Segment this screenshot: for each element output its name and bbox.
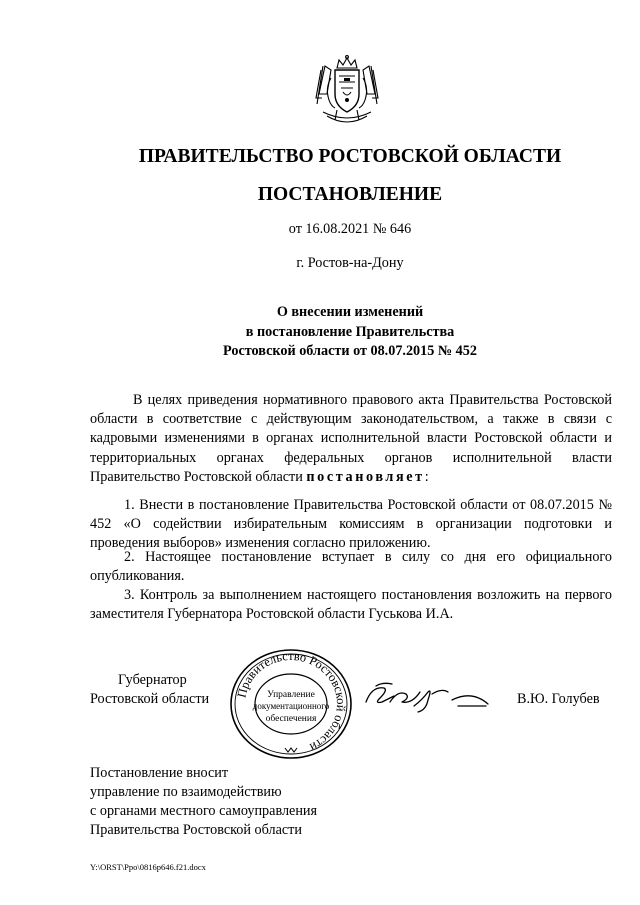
submitted-by-line-1: Постановление вносит [90,765,229,781]
subject-line-1: О внесении изменений [276,304,424,320]
preamble-text: В целях приведения нормативного правового акта Правительства Ростовской области в соответствие с действующим законодательством, а также в связи с кадровыми изменениями в органах исполнительной власти Ростовской области и территориальных органах федеральных органов исполнительной власти Правительство Ростовской области [90,392,612,485]
file-path: Y:\ORST\Ppo\0816p646.f21.docx [90,862,206,872]
submitted-by-line-4: Правительства Ростовской области [90,822,302,838]
signatory-name: В.Ю. Голубев [517,691,600,707]
decree-date-number: от 16.08.2021 № 646 [288,221,412,237]
preamble-paragraph [90,391,612,487]
preamble-end: : [424,468,429,485]
stamp-inner-line-1: Управление [267,690,315,700]
official-stamp [228,648,354,760]
document-type: ПОСТАНОВЛЕНИЕ [257,184,443,205]
issue-city: г. Ростов-на-Дону [296,255,404,271]
decree-item-3: 3. Контроль за выполнением настоящего постановления возложить на первого заместителя Губернатора Ростовской области Гуськова И.А. [90,587,612,623]
government-name: ПРАВИТЕЛЬСТВО РОСТОВСКОЙ ОБЛАСТИ [138,146,562,167]
handwritten-signature [362,680,492,716]
subject-line-3: Ростовской области от 08.07.2015 № 452 [223,343,477,359]
stamp-inner-line-3: обеспечения [265,714,317,724]
signatory-region: Ростовской области [90,691,210,707]
submitted-by-line-3: с органами местного самоуправления [90,803,318,819]
submitted-by-line-2: управление по взаимодействию [90,784,282,800]
subject-line-2: в постановление Правительства [245,324,455,340]
stamp-ring-text: Правительство Ростовской области [234,648,349,755]
preamble-emphasis: постановляет [306,468,425,485]
coat-of-arms-emblem [313,54,381,128]
decree-item-2: 2. Настоящее постановление вступает в силу со дня его официального опубликования. [90,549,612,585]
decree-item-1: 1. Внести в постановление Правительства Ростовской области от 08.07.2015 № 452 «О содействии избирательным комиссиям в организации подготовки и проведения выборов» изменения согласно приложению. [90,497,612,552]
stamp-inner-line-2: документационного [252,701,330,711]
signatory-title: Губернатор [118,672,187,688]
